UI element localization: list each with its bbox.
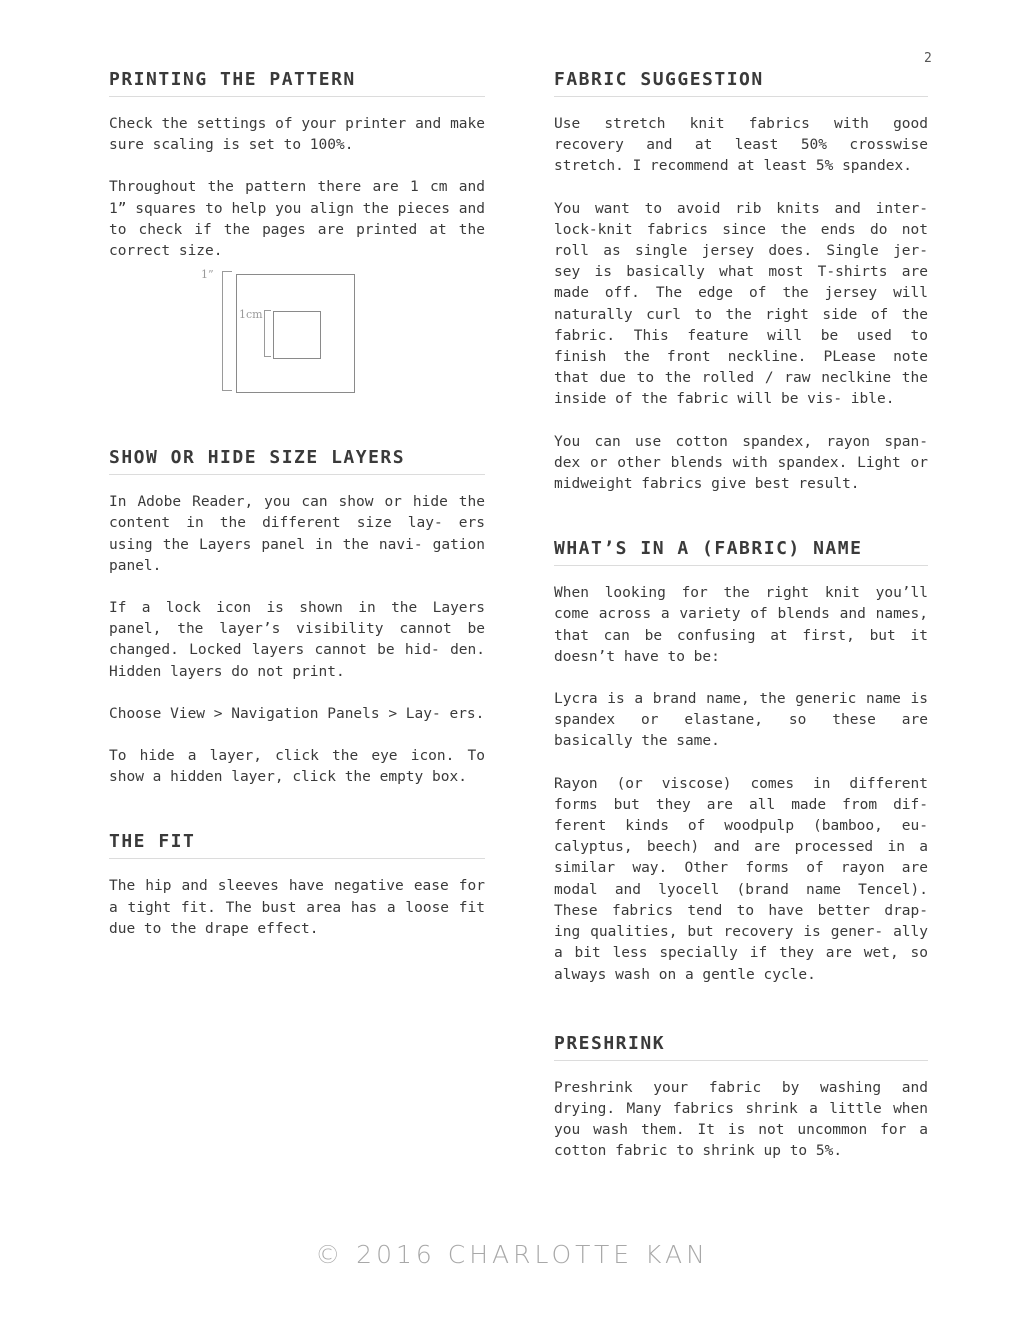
page-number: 2 <box>924 51 932 66</box>
section-heading: WHAT’S IN A (FABRIC) NAME <box>554 535 928 566</box>
copyright-footer: © 2016 CHARLOTTE KAN <box>315 1240 709 1269</box>
paragraph: Lycra is a brand name, the generic name is spandex or elastane, so these are basically the same. <box>554 691 928 750</box>
paragraph: Rayon (or viscose) comes in different forms but they are all made from dif- ferent kinds of woodpulp (bamboo, eu- calyptus, beech) and are processed in a similar way. Other forms of rayon are modal and lyocell (brand name Tencel). These fabrics tend to have better drap- ing qualities, but recovery is gener- ally a bit less specially if they are wet, so always wash on a gentle cycle. <box>554 775 928 983</box>
scale-check-squares-diagram <box>109 268 485 400</box>
section-body <box>554 114 928 495</box>
section-body <box>109 492 485 788</box>
paragraph: You can use cotton spandex, rayon span- dex or other blends with spandex. Light or midweight fabrics give best result. <box>554 433 928 493</box>
section-whats-in-a-fabric-name <box>554 535 928 985</box>
paragraph: Choose View > Navigation Panels > Lay- ers. <box>109 705 485 722</box>
inch-dimension-tick-bottom <box>222 390 232 391</box>
section-preshrink <box>554 1030 928 1163</box>
section-body <box>554 583 928 985</box>
section-body <box>109 876 485 940</box>
paragraph: If a lock icon is shown in the Layers panel, the layer’s visibility cannot be changed. Locked layers cannot be hid- den. Hidden layers do not print. <box>109 600 485 680</box>
paragraph: Preshrink your fabric by washing and drying. Many fabrics shrink a little when you wash them. It is not uncommon for a cotton fabric to shrink up to 5%. <box>554 1079 928 1160</box>
inch-label: 1” <box>201 268 214 282</box>
section-body <box>109 114 485 262</box>
inch-dimension-line <box>222 271 223 390</box>
section-heading: PRESHRINK <box>554 1030 928 1061</box>
section-heading: FABRIC SUGGESTION <box>554 66 928 97</box>
paragraph: Check the settings of your printer and make sure scaling is set to 100%. <box>109 116 485 154</box>
section-show-or-hide-size-layers <box>109 444 485 788</box>
paragraph: Use stretch knit fabrics with good recovery and at least 50% crosswise stretch. I recommend at least 5% spandex. <box>554 116 928 175</box>
section-body <box>554 1078 928 1163</box>
section-the-fit <box>109 828 485 940</box>
cm-label: 1cm <box>239 308 263 322</box>
paragraph: Throughout the pattern there are 1 cm and 1” squares to help you align the pieces and to check if the pages are printed at the correct size. <box>109 179 485 260</box>
cm-dimension-line <box>264 310 265 356</box>
section-heading: SHOW OR HIDE SIZE LAYERS <box>109 444 485 475</box>
inch-dimension-tick-top <box>222 271 232 272</box>
paragraph: In Adobe Reader, you can show or hide the content in the different size lay- ers using the Layers panel in the navi- gation panel. <box>109 494 485 574</box>
right-column <box>554 66 928 1163</box>
section-printing-the-pattern <box>109 66 485 400</box>
section-fabric-suggestion <box>554 66 928 495</box>
cm-dimension-tick-bottom <box>264 356 271 357</box>
one-cm-square <box>273 311 321 359</box>
section-heading: THE FIT <box>109 828 485 859</box>
cm-dimension-tick-top <box>264 310 271 311</box>
left-column <box>109 66 485 940</box>
paragraph: To hide a layer, click the eye icon. To show a hidden layer, click the empty box. <box>109 748 485 786</box>
section-heading: PRINTING THE PATTERN <box>109 66 485 97</box>
paragraph: When looking for the right knit you’ll come across a variety of blends and names, that can be confusing at first, but it doesn’t have to be: <box>554 585 928 665</box>
paragraph: You want to avoid rib knits and inter- lock-knit fabrics since the ends do not roll as single jersey does. Single jer- sey is basically what most T-shirts are made off. The edge of the jersey will naturally curl to the right side of the fabric. This feature will be used to finish the front neckline. PLease note that due to the rolled / raw neclkine the inside of the fabric will be vis- ible. <box>554 200 928 408</box>
paragraph: The hip and sleeves have negative ease for a tight fit. The bust area has a loose fit due to the drape effect. <box>109 878 485 937</box>
